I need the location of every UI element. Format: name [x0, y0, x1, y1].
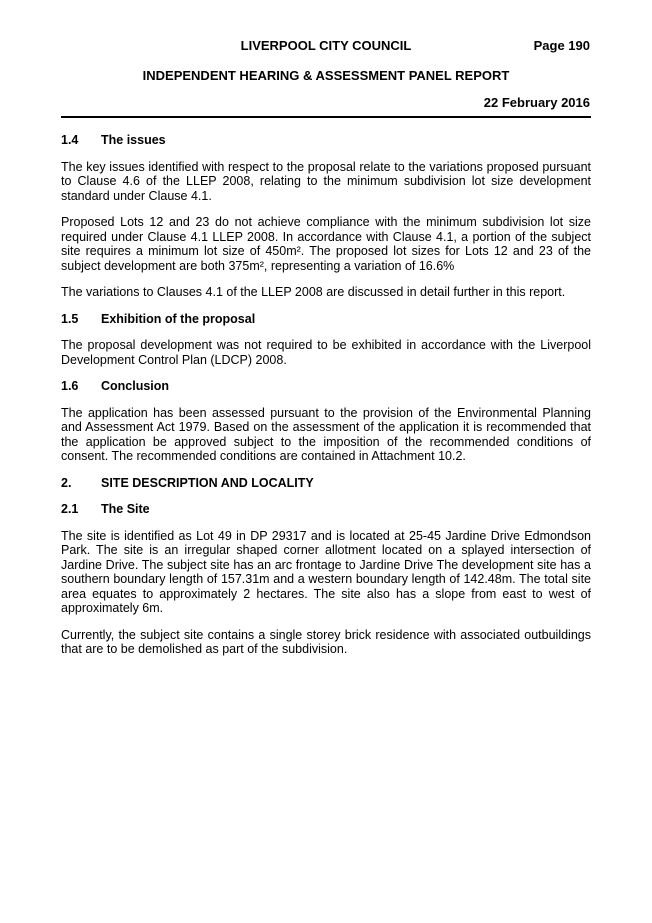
- section-number: 1.6: [61, 379, 79, 393]
- section-number: 2.1: [61, 502, 79, 516]
- section-heading: [61, 476, 591, 491]
- council-name: LIVERPOOL CITY COUNCIL: [240, 38, 412, 53]
- document-body: [61, 133, 591, 669]
- section-number: 2.: [61, 475, 72, 490]
- section-heading: [61, 379, 591, 394]
- section-title: The issues: [101, 133, 166, 147]
- paragraph: The site is identified as Lot 49 in DP 29317 and is located at 25-45 Jardine Drive Edmondson Park. The site is an irregular shaped corner allotment located on a splayed intersection of Jardine Drive. The subject site has an arc frontage to Jardine Drive The development site has a southern boundary length of 157.31m and a western boundary length of 142.48m. The total site area equates to approximately 2 hectares. The site also has a slope from east to west of approximately 6m.: [61, 528, 591, 615]
- paragraph: Proposed Lots 12 and 23 do not achieve compliance with the minimum subdivision lot size required under Clause 4.1 LLEP 2008. In accordance with Clause 4.1, a portion of the subject site requires a minimum lot size of 450m². The proposed lot sizes for Lots 12 and 23 of the subject development are both 375m², representing a variation of 16.6%: [61, 215, 591, 273]
- section-title: Exhibition of the proposal: [101, 311, 256, 326]
- paragraph: The variations to Clauses 4.1 of the LLEP 2008 are discussed in detail further in this report.: [61, 285, 566, 299]
- section-number: 1.5: [61, 311, 79, 326]
- section-number: 1.4: [61, 133, 79, 147]
- report-title: INDEPENDENT HEARING & ASSESSMENT PANEL REPORT: [142, 68, 510, 83]
- paragraph: The application has been assessed pursuant to the provision of the Environmental Planning and Assessment Act 1979. Based on the assessment of the application it is recommended that the application be approved subject to the imposition of the recommended conditions of consent. The recommended conditions are contained in Attachment 10.2.: [61, 405, 591, 463]
- section-title: Conclusion: [101, 379, 170, 393]
- paragraph: The key issues identified with respect to the proposal relate to the variations proposed pursuant to Clause 4.6 of the LLEP 2008, relating to the minimum subdivision lot size development standard under Clause 4.1.: [61, 159, 591, 203]
- section-title: SITE DESCRIPTION AND LOCALITY: [101, 475, 314, 490]
- section-heading: [61, 502, 591, 517]
- page-number: Page 190: [533, 38, 590, 53]
- section-title: The Site: [101, 502, 150, 516]
- section-heading: [61, 312, 591, 327]
- paragraph: The proposal development was not required to be exhibited in accordance with the Liverpool Development Control Plan (LDCP) 2008.: [61, 338, 591, 367]
- header-divider: [61, 116, 591, 118]
- report-date: 22 February 2016: [483, 95, 590, 110]
- section-heading: [61, 133, 591, 148]
- paragraph: Currently, the subject site contains a single storey brick residence with associated outbuildings that are to be demolished as part of the subdivision.: [61, 627, 591, 656]
